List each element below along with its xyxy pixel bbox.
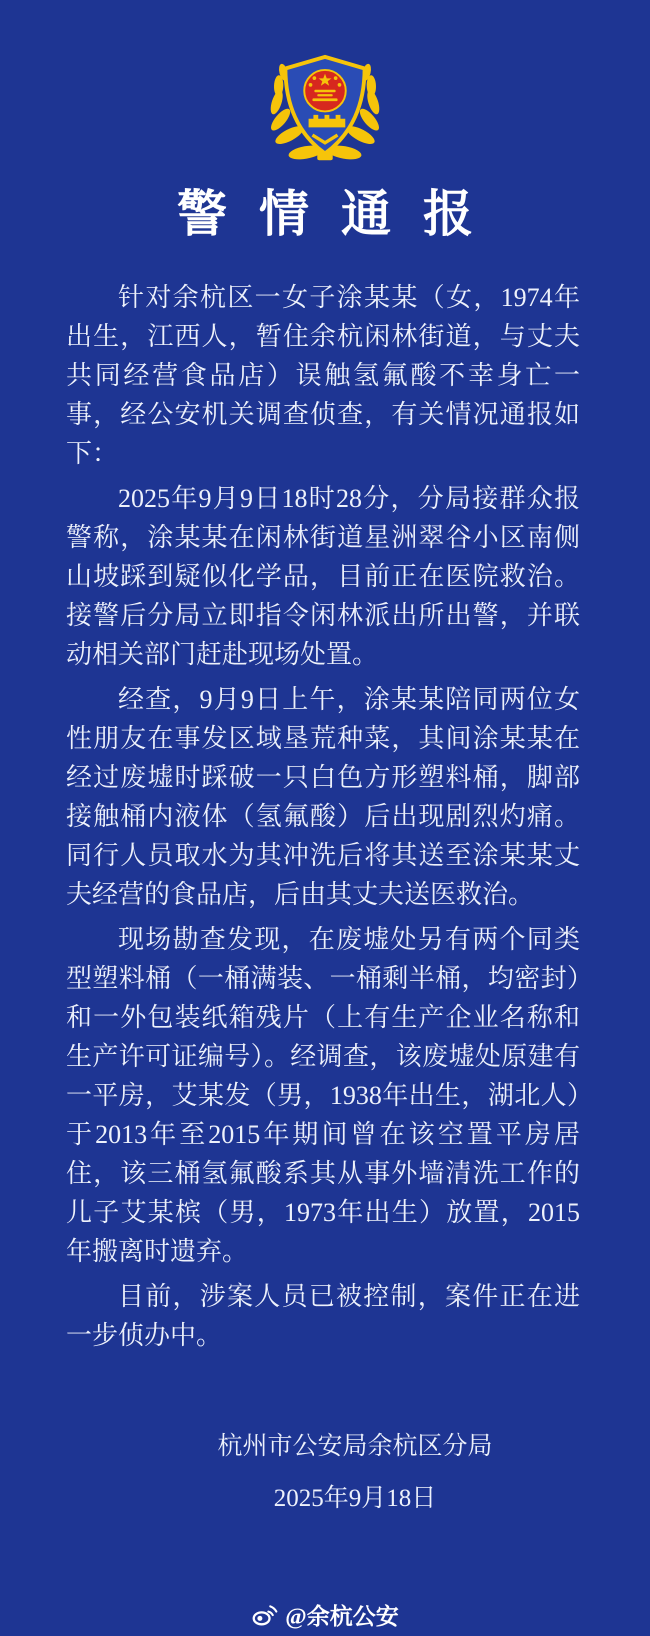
notice-paragraph-5: 目前，涉案人员已被控制，案件正在进一步侦办中。 [66,1282,580,1350]
issue-date: 2025年9月18日 [273,1485,437,1512]
police-notice-page [0,54,650,1629]
notice-paragraph-4: 现场勘查发现，在废墟处另有两个同类型塑料桶（一桶满装、一桶剩半桶，均密封）和一外包装纸箱残片（上有生产企业名称和生产许可证编号）。经调查，该废墟处原建有一平房，艾某发（男，1938年出生，湖北人）于2013年至2015年期间曾在该空置平房居住，该三桶氢氟酸系其从事外墙清洗工作的儿子艾某槟（男，1973年出生）放置，2015年搬离时遗弃。 [66,925,580,1266]
notice-paragraph-3: 经查，9月9日上午，涂某某陪同两位女性朋友在事发区域垦荒种菜，其间涂某某在经过废墟时踩破一只白色方形塑料桶，脚部接触桶内液体（氢氟酸）后出现剧烈灼痛。同行人员取水为其冲洗后将其送至涂某某丈夫经营的食品店，后由其丈夫送医救治。 [66,685,580,909]
weibo-watermark [0,1598,650,1631]
weibo-icon [251,1602,278,1627]
notice-body [0,278,650,1355]
badge-great-wall [309,115,346,128]
police-badge-icon [267,54,383,166]
notice-paragraph-2: 2025年9月9日18时28分，分局接群众报警称，涂某某在闲林街道星洲翠谷小区南侧山坡踩到疑似化学品，目前正在医院救治。接警后分局立即指令闲林派出所出警，并联动相关部门赶赴现场处置。 [66,484,580,669]
signature-block [30,1426,650,1514]
notice-title: 警情通报 [177,186,505,242]
notice-paragraph-1: 针对余杭区一女子涂某某（女，1974年出生，江西人，暂住余杭闲林街道，与丈夫共同经营食品店）误触氢氟酸不幸身亡一事，经公安机关调查侦查，有关情况通报如下： [66,283,580,468]
issuing-agency: 杭州市公安局余杭区分局 [217,1433,493,1460]
weibo-handle: @余杭公安 [285,1604,399,1629]
